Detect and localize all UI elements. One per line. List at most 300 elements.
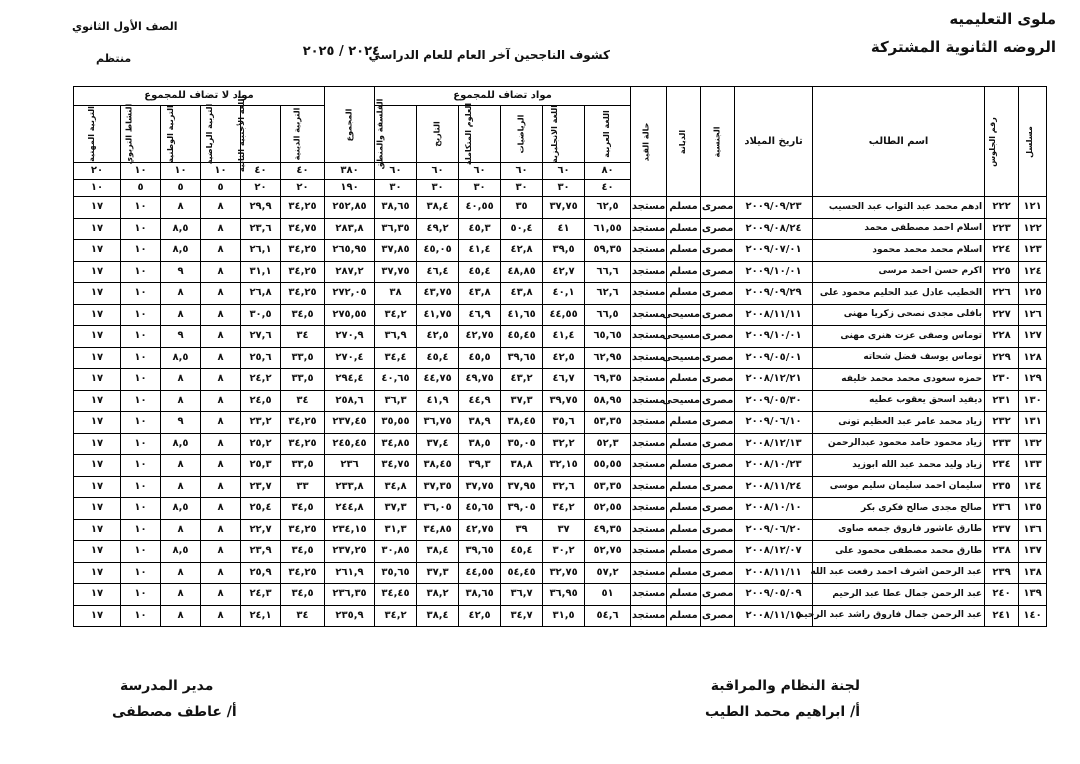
table-row (74, 261, 1047, 283)
cell-sports: ٨ (201, 498, 241, 520)
enrollment-type: منتظم (96, 52, 132, 65)
cell-math: ٣٤,٧ (501, 605, 543, 627)
cell-history: ٣٨,٤ (417, 541, 459, 563)
cell-vocational: ١٧ (74, 412, 121, 434)
cell-english: ٤٢,٧ (543, 261, 585, 283)
table-row (74, 283, 1047, 305)
cell-seat: ٢٢٣ (985, 218, 1019, 240)
col-religion: الديانة (667, 87, 701, 197)
cell-enroll: مستجد (631, 369, 667, 391)
cell-religion: مسلم (667, 498, 701, 520)
directorate-name: ملوى التعليميه (949, 10, 1056, 28)
cell-nationality: مصرى (701, 283, 735, 305)
cell-national: ٩ (161, 261, 201, 283)
cell-history: ٣٨,٤ (417, 605, 459, 627)
cell-second-lang: ٢٥,٣ (241, 455, 281, 477)
cell-enroll: مستجد (631, 584, 667, 606)
cell-science: ٤٢,٧٥ (459, 519, 501, 541)
cell-name: حمزه سعودى محمد محمد خليفه (813, 369, 985, 391)
cell-birth: ٢٠٠٩/٠٩/٢٩ (735, 283, 813, 305)
cell-sports: ٨ (201, 304, 241, 326)
cell-enroll: مستجد (631, 261, 667, 283)
cell-total: ٢٥٢,٨٥ (325, 197, 375, 219)
table-row (74, 326, 1047, 348)
col-second-lang: اللغة الأجنبية الثانية (241, 106, 281, 163)
cell-birth: ٢٠٠٩/٠٨/٢٤ (735, 218, 813, 240)
cell-total: ٢٧٠,٤ (325, 347, 375, 369)
cell-serial: ١٢٣ (1019, 240, 1047, 262)
cell-activity: ١٠ (121, 197, 161, 219)
results-table (73, 86, 1047, 627)
cell-enroll: مستجد (631, 562, 667, 584)
col-history: التاريخ (417, 106, 459, 163)
cell-birth: ٢٠٠٨/١٢/٢١ (735, 369, 813, 391)
cell-serial: ١٢١ (1019, 197, 1047, 219)
cell-total: ٢٣٦,٣٥ (325, 584, 375, 606)
table-row (74, 369, 1047, 391)
cell-activity: ١٠ (121, 304, 161, 326)
cell-sports: ٨ (201, 197, 241, 219)
cell-seat: ٢٣٠ (985, 369, 1019, 391)
cell-total: ٢٩٤,٤ (325, 369, 375, 391)
cell-name: الخطيب عادل عبد الحليم محمود على (813, 283, 985, 305)
cell-national: ٨,٥ (161, 240, 201, 262)
cell-religion: مسيحى (667, 390, 701, 412)
cell-total: ٢٧٥,٥٥ (325, 304, 375, 326)
cell-english: ٤٦,٧ (543, 369, 585, 391)
col-english: اللغة الانجليزية (543, 106, 585, 163)
cell-history: ٤١,٧٥ (417, 304, 459, 326)
cell-sports: ٨ (201, 240, 241, 262)
cell-national: ٨ (161, 519, 201, 541)
cell-philosophy: ٣٠,٨٥ (375, 541, 417, 563)
cell-math: ٣٥ (501, 197, 543, 219)
cell-serial: ١٣٧ (1019, 541, 1047, 563)
cell-history: ٤٦,٤ (417, 261, 459, 283)
cell-vocational: ١٧ (74, 347, 121, 369)
col-arabic: اللغة العربية (585, 106, 631, 163)
cell-religious: ٣٤ (281, 390, 325, 412)
cell-activity: ١٠ (121, 455, 161, 477)
cell-science: ٤١,٤ (459, 240, 501, 262)
cell-nationality: مصرى (701, 455, 735, 477)
cell-second-lang: ٢٤,٥ (241, 390, 281, 412)
cell-activity: ١٠ (121, 283, 161, 305)
cell-vocational: ١٧ (74, 476, 121, 498)
cell-activity: ١٠ (121, 240, 161, 262)
cell-enroll: مستجد (631, 498, 667, 520)
cell-enroll: مستجد (631, 519, 667, 541)
cell-name: توماس وصفى عزت هنرى مهنى (813, 326, 985, 348)
cell-religion: مسلم (667, 584, 701, 606)
cell-total: ٢٤٥,٤٥ (325, 433, 375, 455)
cell-science: ٤٥,٥ (459, 347, 501, 369)
cell-philosophy: ٣٧,٨٥ (375, 240, 417, 262)
col-seat: رقم الجلوس (985, 87, 1019, 197)
cell-religious: ٣٤,٢٥ (281, 261, 325, 283)
cell-arabic: ٥٤,٦ (585, 605, 631, 627)
cell-seat: ٢٣٣ (985, 433, 1019, 455)
cell-total: ٢٣٣,٨ (325, 476, 375, 498)
cell-history: ٤٩,٢ (417, 218, 459, 240)
cell-seat: ٢٢٩ (985, 347, 1019, 369)
table-row (74, 240, 1047, 262)
cell-serial: ١٢٤ (1019, 261, 1047, 283)
cell-math: ٣٩,٠٥ (501, 498, 543, 520)
cell-birth: ٢٠٠٩/٠٦/٢٠ (735, 519, 813, 541)
cell-arabic: ٤٩,٣٥ (585, 519, 631, 541)
cell-religious: ٣٤,٢٥ (281, 433, 325, 455)
cell-serial: ١٣٦ (1019, 519, 1047, 541)
cell-second-lang: ٢٥,٩ (241, 562, 281, 584)
cell-national: ٨ (161, 390, 201, 412)
table-row (74, 347, 1047, 369)
cell-religious: ٣٤ (281, 326, 325, 348)
cell-math: ٥٤,٤٥ (501, 562, 543, 584)
cell-english: ٤١,٤ (543, 326, 585, 348)
cell-serial: ١٣١ (1019, 412, 1047, 434)
cell-religion: مسلم (667, 562, 701, 584)
cell-history: ٣٤,٨٥ (417, 519, 459, 541)
cell-math: ٣٥,٠٥ (501, 433, 543, 455)
cell-religion: مسيحى (667, 326, 701, 348)
cell-second-lang: ٢٦,١ (241, 240, 281, 262)
cell-seat: ٢٢٨ (985, 326, 1019, 348)
principal-signatory: أ/ عاطف مصطفى (112, 704, 237, 720)
cell-vocational: ١٧ (74, 261, 121, 283)
cell-science: ٣٨,٦٥ (459, 584, 501, 606)
cell-philosophy: ٤٠,٦٥ (375, 369, 417, 391)
table-row (74, 541, 1047, 563)
cell-science: ٤٤,٥٥ (459, 562, 501, 584)
cell-activity: ١٠ (121, 347, 161, 369)
cell-national: ٨ (161, 304, 201, 326)
cell-religion: مسيحى (667, 304, 701, 326)
cell-english: ٤٢,٥ (543, 347, 585, 369)
cell-national: ٨ (161, 283, 201, 305)
cell-national: ٨ (161, 605, 201, 627)
cell-religion: مسلم (667, 519, 701, 541)
cell-sports: ٨ (201, 584, 241, 606)
cell-activity: ١٠ (121, 433, 161, 455)
cell-serial: ١٣٣ (1019, 455, 1047, 477)
cell-enroll: مستجد (631, 197, 667, 219)
cell-name: توماس يوسف فضل شحاته (813, 347, 985, 369)
cell-sports: ٨ (201, 218, 241, 240)
cell-arabic: ٦٢,٦ (585, 283, 631, 305)
cell-birth: ٢٠٠٩/٠٥/٠٩ (735, 584, 813, 606)
cell-sports: ٨ (201, 390, 241, 412)
cell-math: ٤٣,٨ (501, 283, 543, 305)
cell-philosophy: ٣٤,٢ (375, 605, 417, 627)
cell-nationality: مصرى (701, 541, 735, 563)
cell-birth: ٢٠٠٨/١١/١١ (735, 304, 813, 326)
col-total: المجموع (325, 87, 375, 163)
cell-second-lang: ٢٧,٦ (241, 326, 281, 348)
cell-total: ٢٧٠,٩ (325, 326, 375, 348)
cell-sports: ٨ (201, 433, 241, 455)
table-row (74, 412, 1047, 434)
cell-sports: ٨ (201, 605, 241, 627)
cell-history: ٤١,٩ (417, 390, 459, 412)
cell-vocational: ١٧ (74, 605, 121, 627)
cell-name: عبد الرحمن جمال عطا عبد الرحيم (813, 584, 985, 606)
cell-serial: ١٢٢ (1019, 218, 1047, 240)
cell-enroll: مستجد (631, 347, 667, 369)
cell-national: ٨ (161, 197, 201, 219)
cell-religion: مسلم (667, 197, 701, 219)
cell-name: عبد الرحمن جمال فاروق راشد عبد الرحيم (813, 605, 985, 627)
cell-seat: ٢٢٥ (985, 261, 1019, 283)
academic-year: ٢٠٢٤ / ٢٠٢٥ (302, 44, 380, 59)
cell-second-lang: ٢٢,٧ (241, 519, 281, 541)
cell-science: ٣٨,٥ (459, 433, 501, 455)
cell-philosophy: ٣٦,٣٥ (375, 218, 417, 240)
cell-philosophy: ٣٨ (375, 283, 417, 305)
cell-serial: ١٣٠ (1019, 390, 1047, 412)
cell-arabic: ٥٢,٣ (585, 433, 631, 455)
cell-religious: ٣٣,٥ (281, 347, 325, 369)
cell-science: ٣٧,٧٥ (459, 476, 501, 498)
cell-history: ٤٥,٤ (417, 347, 459, 369)
col-national: التربية الوطنية (161, 106, 201, 163)
cell-history: ٣٨,٢ (417, 584, 459, 606)
table-row (74, 562, 1047, 584)
cell-serial: ١٣٢ (1019, 433, 1047, 455)
cell-seat: ٢٢٧ (985, 304, 1019, 326)
cell-enroll: مستجد (631, 476, 667, 498)
cell-national: ٨,٥ (161, 433, 201, 455)
col-religious: التربية الدينية (281, 106, 325, 163)
cell-seat: ٢٢٦ (985, 283, 1019, 305)
cell-math: ٤٨,٨٥ (501, 261, 543, 283)
cell-religion: مسلم (667, 261, 701, 283)
cell-total: ٢٥٨,٦ (325, 390, 375, 412)
cell-nationality: مصرى (701, 218, 735, 240)
cell-total: ٢٦١,٩ (325, 562, 375, 584)
cell-enroll: مستجد (631, 240, 667, 262)
cell-english: ٣٦,٩٥ (543, 584, 585, 606)
cell-second-lang: ٢٥,٢ (241, 433, 281, 455)
cell-seat: ٢٣٧ (985, 519, 1019, 541)
col-serial: مسلسل (1019, 87, 1047, 197)
cell-birth: ٢٠٠٨/١٢/١٣ (735, 433, 813, 455)
cell-religion: مسلم (667, 433, 701, 455)
cell-science: ٤٦,٩ (459, 304, 501, 326)
cell-enroll: مستجد (631, 326, 667, 348)
cell-science: ٣٩,٣ (459, 455, 501, 477)
cell-english: ٣٢,١٥ (543, 455, 585, 477)
cell-english: ٣٤,٢ (543, 498, 585, 520)
cell-sports: ٨ (201, 283, 241, 305)
cell-total: ٢٣٧,٤٥ (325, 412, 375, 434)
cell-arabic: ٦٦,٦ (585, 261, 631, 283)
cell-english: ٤١ (543, 218, 585, 240)
committee-signatory: أ/ ابراهيم محمد الطيب (705, 704, 860, 720)
cell-name: اكرم حسن احمد مرسى (813, 261, 985, 283)
cell-philosophy: ٣٥,٥٥ (375, 412, 417, 434)
cell-name: طارق محمد مصطفى محمود على (813, 541, 985, 563)
cell-religion: مسلم (667, 455, 701, 477)
cell-nationality: مصرى (701, 261, 735, 283)
cell-birth: ٢٠٠٩/٠٧/٠١ (735, 240, 813, 262)
cell-math: ٣٧,٩٥ (501, 476, 543, 498)
cell-vocational: ١٧ (74, 498, 121, 520)
col-enroll: حالة القيد (631, 87, 667, 197)
cell-seat: ٢٤١ (985, 605, 1019, 627)
col-science: العلوم المتكاملة (459, 106, 501, 163)
cell-religion: مسيحى (667, 347, 701, 369)
cell-philosophy: ٣٨,٦٥ (375, 197, 417, 219)
cell-national: ٩ (161, 412, 201, 434)
cell-name: زياد محمود حامد محمود عبدالرحمن (813, 433, 985, 455)
cell-english: ٣٩,٥ (543, 240, 585, 262)
cell-religious: ٣٤,٥ (281, 498, 325, 520)
cell-total: ٢٣٧,٢٥ (325, 541, 375, 563)
cell-activity: ١٠ (121, 476, 161, 498)
cell-activity: ١٠ (121, 326, 161, 348)
cell-history: ٣٦,٠٥ (417, 498, 459, 520)
cell-math: ٤٥,٤٥ (501, 326, 543, 348)
cell-activity: ١٠ (121, 519, 161, 541)
table-row (74, 498, 1047, 520)
cell-english: ٤٤,٥٥ (543, 304, 585, 326)
cell-history: ٤٥,٠٥ (417, 240, 459, 262)
cell-religious: ٣٤,٢٥ (281, 562, 325, 584)
cell-arabic: ٥٧,٢ (585, 562, 631, 584)
cell-english: ٣٠,٢ (543, 541, 585, 563)
cell-science: ٤٥,٦٥ (459, 498, 501, 520)
cell-arabic: ٥٥,٥٥ (585, 455, 631, 477)
cell-serial: ١٢٧ (1019, 326, 1047, 348)
cell-history: ٣٨,٤ (417, 197, 459, 219)
cell-national: ٨ (161, 455, 201, 477)
cell-total: ٢٤٤,٨ (325, 498, 375, 520)
cell-birth: ٢٠٠٩/٠٦/١٠ (735, 412, 813, 434)
cell-nationality: مصرى (701, 240, 735, 262)
cell-science: ٤٠,٥٥ (459, 197, 501, 219)
cell-history: ٤٤,٧٥ (417, 369, 459, 391)
cell-math: ٣٦,٧ (501, 584, 543, 606)
cell-name: زياد وليد محمد عبد الله ابوزيد (813, 455, 985, 477)
cell-enroll: مستجد (631, 218, 667, 240)
cell-name: ادهم محمد عبد التواب عبد الحسيب (813, 197, 985, 219)
cell-birth: ٢٠٠٨/١٢/٠٧ (735, 541, 813, 563)
cell-math: ٣٩,٦٥ (501, 347, 543, 369)
max-marks-row: ٨٠ ٦٠ ٦٠ ٦٠ ٦٠ ٦٠ ٣٨٠ ٤٠ ٤٠ ١٠ ١٠ ١٠ ٢٠ (74, 163, 1047, 180)
cell-seat: ٢٣٢ (985, 412, 1019, 434)
cell-serial: ١٢٩ (1019, 369, 1047, 391)
cell-seat: ٢٣٥ (985, 476, 1019, 498)
cell-activity: ١٠ (121, 412, 161, 434)
cell-birth: ٢٠٠٨/١٠/١٠ (735, 498, 813, 520)
cell-nationality: مصرى (701, 326, 735, 348)
cell-english: ٣٧ (543, 519, 585, 541)
cell-sports: ٨ (201, 562, 241, 584)
cell-religion: مسلم (667, 240, 701, 262)
cell-history: ٣٨,٤٥ (417, 455, 459, 477)
cell-national: ٨,٥ (161, 541, 201, 563)
cell-enroll: مستجد (631, 412, 667, 434)
cell-name: زياد محمد عامر عبد العظيم تونى (813, 412, 985, 434)
cell-national: ٩ (161, 326, 201, 348)
cell-religion: مسلم (667, 605, 701, 627)
cell-enroll: مستجد (631, 455, 667, 477)
cell-philosophy: ٣٤,٨٥ (375, 433, 417, 455)
cell-activity: ١٠ (121, 605, 161, 627)
document-title: كشوف الناجحين آخر العام للعام الدراسي (368, 48, 610, 62)
cell-science: ٤٣,٨ (459, 283, 501, 305)
cell-second-lang: ٢٩,٩ (241, 197, 281, 219)
non-added-subjects-group: مواد لا تضاف للمجموع (74, 87, 325, 106)
school-name: الروضه الثانوية المشتركة (870, 38, 1056, 56)
grade-label: الصف الأول الثانوي (72, 20, 178, 33)
cell-english: ٣٢,٧٥ (543, 562, 585, 584)
cell-second-lang: ٢٤,٢ (241, 369, 281, 391)
cell-english: ٣٥,٦ (543, 412, 585, 434)
cell-philosophy: ٣٧,٧٥ (375, 261, 417, 283)
cell-serial: ١٣٩ (1019, 584, 1047, 606)
cell-birth: ٢٠٠٨/١٠/٢٣ (735, 455, 813, 477)
table-row (74, 390, 1047, 412)
cell-science: ٤٢,٥ (459, 605, 501, 627)
cell-second-lang: ٢٤,١ (241, 605, 281, 627)
cell-sports: ٨ (201, 412, 241, 434)
cell-science: ٣٨,٩ (459, 412, 501, 434)
cell-nationality: مصرى (701, 519, 735, 541)
cell-math: ٤٥,٤ (501, 541, 543, 563)
cell-name: اسلام محمد محمد محمود (813, 240, 985, 262)
cell-seat: ٢٢٤ (985, 240, 1019, 262)
cell-vocational: ١٧ (74, 455, 121, 477)
cell-religion: مسلم (667, 283, 701, 305)
cell-sports: ٨ (201, 369, 241, 391)
cell-nationality: مصرى (701, 412, 735, 434)
cell-nationality: مصرى (701, 562, 735, 584)
cell-english: ٤٠,١ (543, 283, 585, 305)
cell-birth: ٢٠٠٨/١١/١١ (735, 562, 813, 584)
col-math: الرياضيات (501, 106, 543, 163)
cell-philosophy: ٣٤,٧٥ (375, 455, 417, 477)
cell-nationality: مصرى (701, 584, 735, 606)
cell-total: ٢٣٤,١٥ (325, 519, 375, 541)
cell-birth: ٢٠٠٩/٠٥/٠١ (735, 347, 813, 369)
cell-nationality: مصرى (701, 498, 735, 520)
cell-science: ٣٩,٦٥ (459, 541, 501, 563)
cell-vocational: ١٧ (74, 326, 121, 348)
cell-second-lang: ٢٣,٩ (241, 541, 281, 563)
cell-science: ٤٥,٣ (459, 218, 501, 240)
cell-history: ٣٧,٤ (417, 433, 459, 455)
principal-title: مدير المدرسة (120, 678, 214, 694)
cell-sports: ٨ (201, 261, 241, 283)
students-body (74, 197, 1047, 627)
cell-birth: ٢٠٠٩/١٠/٠١ (735, 326, 813, 348)
cell-religious: ٣٤,٢٥ (281, 197, 325, 219)
cell-sports: ٨ (201, 519, 241, 541)
cell-birth: ٢٠٠٩/٠٩/٢٣ (735, 197, 813, 219)
cell-activity: ١٠ (121, 261, 161, 283)
cell-sports: ٨ (201, 347, 241, 369)
cell-vocational: ١٧ (74, 541, 121, 563)
cell-name: سليمان احمد سليمان سليم موسى (813, 476, 985, 498)
cell-second-lang: ٢٥,٦ (241, 347, 281, 369)
cell-national: ٨ (161, 584, 201, 606)
cell-vocational: ١٧ (74, 433, 121, 455)
cell-serial: ١٣٥ (1019, 498, 1047, 520)
cell-name: اسلام احمد مصطفى محمد (813, 218, 985, 240)
table-row (74, 519, 1047, 541)
